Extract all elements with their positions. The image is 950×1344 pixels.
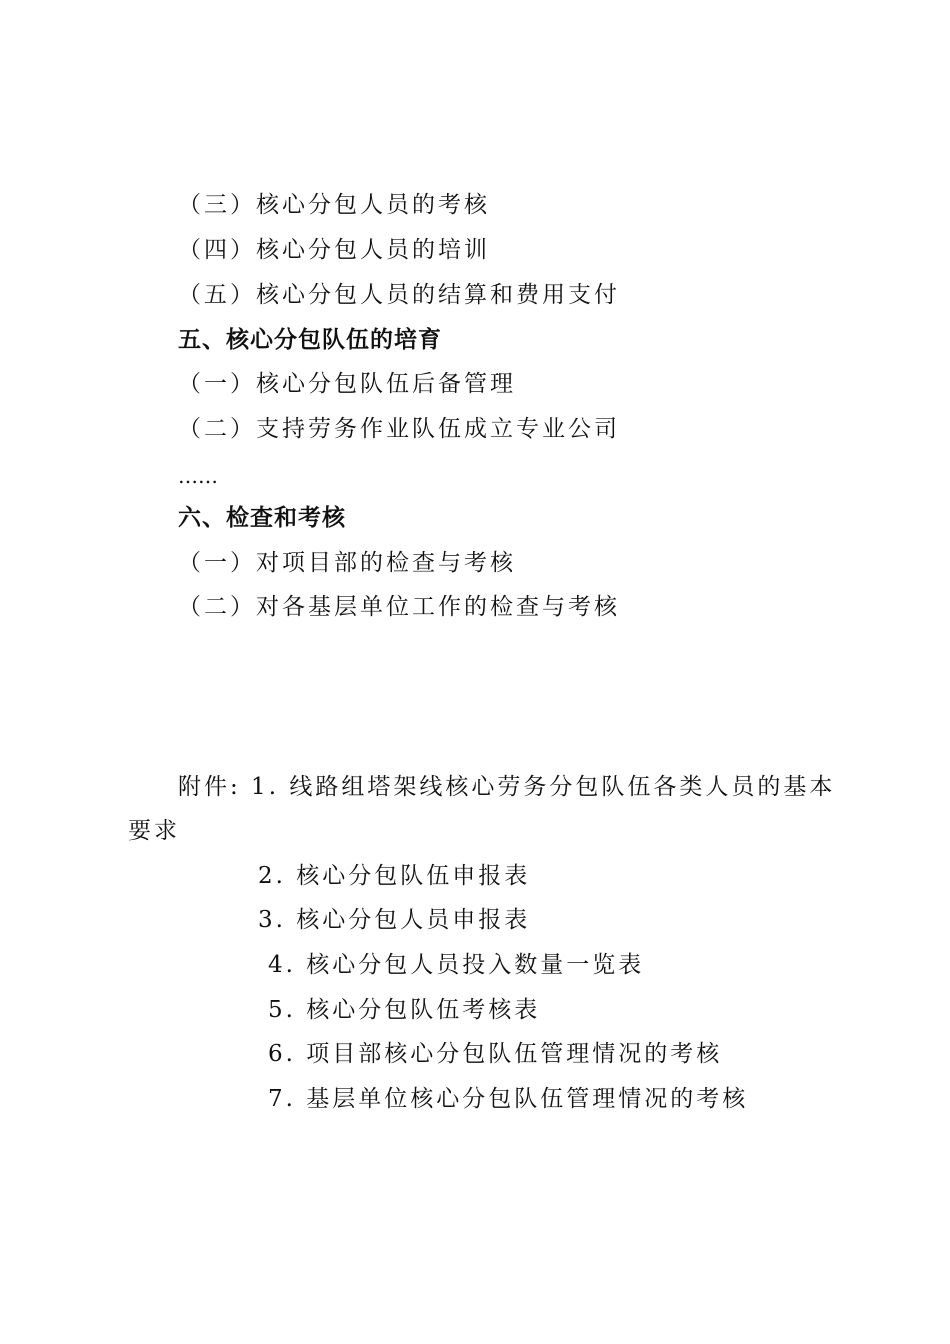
section-6-item-1: （一）对项目部的检查与考核 <box>178 550 516 576</box>
outline-item-5: （五）核心分包人员的结算和费用支付 <box>178 282 620 308</box>
outline-item-4: （四）核心分包人员的培训 <box>178 237 490 263</box>
attachment-line-1-continued: 要求 <box>128 818 180 844</box>
attachment-item-3: 3. 核心分包人员申报表 <box>258 907 531 933</box>
attachment-item-6: 6. 项目部核心分包队伍管理情况的考核 <box>268 1041 723 1067</box>
section-5-item-1: （一）核心分包队伍后备管理 <box>178 371 516 397</box>
attachment-item-4: 4. 核心分包人员投入数量一览表 <box>268 952 645 978</box>
section-5-heading: 五、核心分包队伍的培育 <box>178 327 442 353</box>
attachment-item-2: 2. 核心分包队伍申报表 <box>258 863 531 889</box>
section-6-heading: 六、检查和考核 <box>178 505 346 531</box>
section-5-item-2: （二）支持劳务作业队伍成立专业公司 <box>178 416 620 442</box>
ellipsis: …… <box>178 464 218 488</box>
section-6-item-2: （二）对各基层单位工作的检查与考核 <box>178 594 620 620</box>
attachment-item-7: 7. 基层单位核心分包队伍管理情况的考核 <box>268 1086 749 1112</box>
outline-item-3: （三）核心分包人员的考核 <box>178 192 490 218</box>
attachment-line-1: 附件: 1. 线路组塔架线核心劳务分包队伍各类人员的基本 <box>178 774 836 800</box>
attachment-item-5: 5. 核心分包队伍考核表 <box>268 997 541 1023</box>
